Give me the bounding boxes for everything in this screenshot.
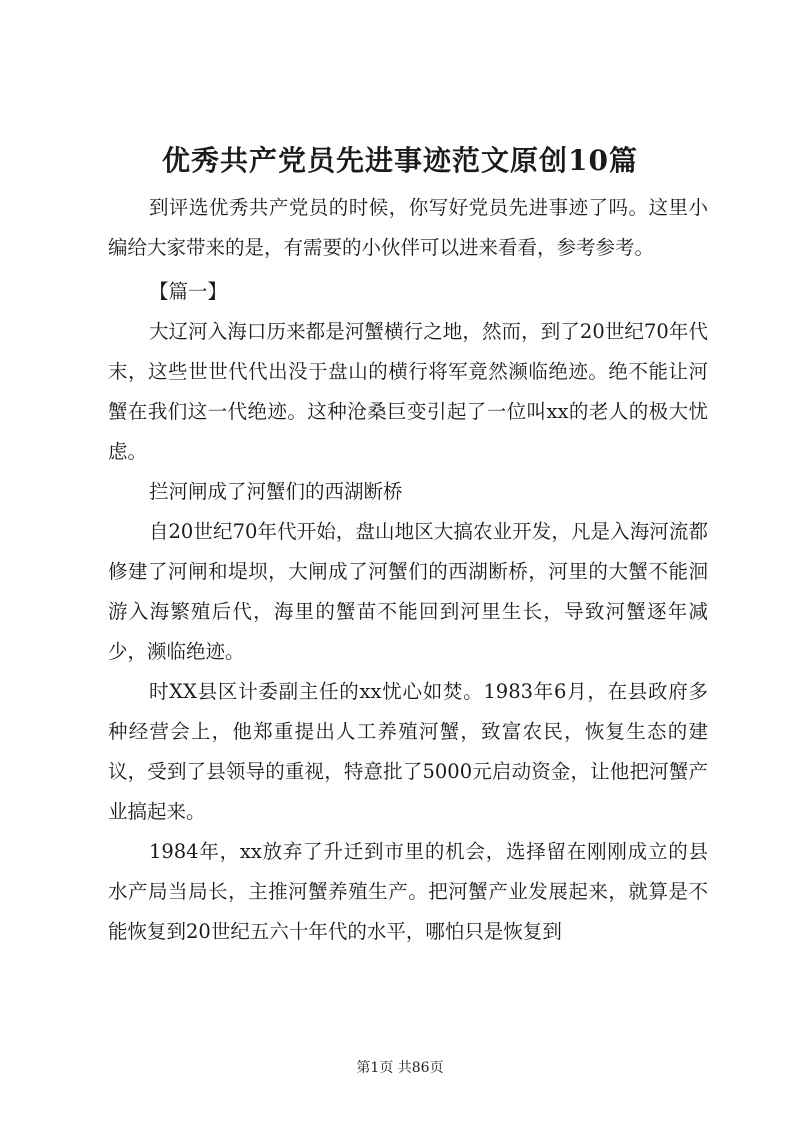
body-paragraph: 1984年，xx放弃了升迁到市里的机会，选择留在刚刚成立的县水产局当局长，主推河蟹养殖生产。把河蟹产业发展起来，就算是不能恢复到20世纪五六十年代的水平，哪怕只是恢复到 xyxy=(108,840,708,943)
document-title: 优秀共产党员先进事迹范文原创10篇 xyxy=(162,144,638,177)
subheading-paragraph: 拦河闸成了河蟹们的西湖断桥 xyxy=(148,480,403,503)
section-heading: 【篇一】 xyxy=(148,280,227,303)
page-footer: 第1页 共86页 xyxy=(356,1060,444,1076)
document-body xyxy=(108,188,708,952)
body-paragraph: 自20世纪70年代开始，盘山地区大搞农业开发，凡是入海河流都修建了河闸和堤坝，大闸成了河蟹们的西湖断桥，河里的大蟹不能洄游入海繁殖后代，海里的蟹苗不能回到河里生长，导致河蟹逐年减少，濒临绝迹。 xyxy=(108,520,708,663)
body-paragraph: 大辽河入海口历来都是河蟹横行之地，然而，到了20世纪70年代末，这些世世代代出没于盘山的横行将军竟然濒临绝迹。绝不能让河蟹在我们这一代绝迹。这种沧桑巨变引起了一位叫xx的老人的极大忧虑。 xyxy=(108,320,708,463)
intro-paragraph: 到评选优秀共产党员的时候，你写好党员先进事迹了吗。这里小编给大家带来的是，有需要的小伙伴可以进来看看，参考参考。 xyxy=(108,196,708,259)
body-paragraph: 时XX县区计委副主任的xx忧心如焚。1983年6月，在县政府多种经营会上，他郑重提出人工养殖河蟹，致富农民，恢复生态的建议，受到了县领导的重视，特意批了5000元启动资金，让他把河蟹产业搞起来。 xyxy=(108,680,708,823)
